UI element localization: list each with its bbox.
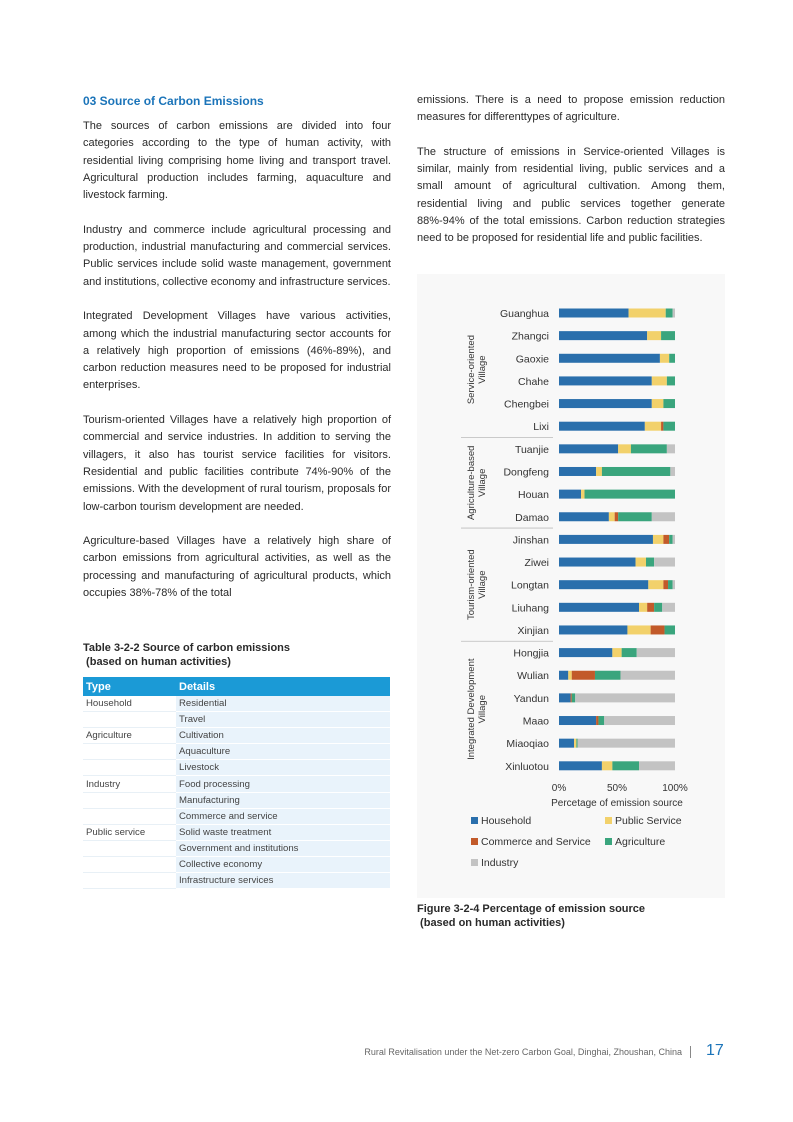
group-label [466, 549, 488, 620]
table-cell-type: Industry [83, 776, 176, 792]
bar-segment [652, 376, 667, 385]
table-cell-type [83, 760, 176, 776]
bar-segment [604, 716, 675, 725]
bar-segment [669, 535, 672, 544]
bar-segment [559, 422, 645, 431]
paragraph-agriculture-villages: Agriculture-based Villages have a relatively high share of carbon emissions from agricultural activities, as well as the processing and manufacturing of agricultural products, which occupies 38%-78% of the total [83, 535, 391, 600]
paragraph-service-villages: The structure of emissions in Service-oriented Villages is similar, mainly from residential living, public services and a small amount of agricultural cultivation. Among them, residential living and public services together generate 88%-94% of the total emissions. Carbon reduction strategies need to be proposed for residential life and public facilities. [417, 145, 725, 245]
group-label-line: Village [477, 570, 488, 599]
bar-segment [666, 309, 673, 318]
table-caption [83, 641, 391, 669]
bar-segment [612, 761, 639, 770]
group-label [466, 446, 488, 520]
village-label: Wulian [517, 670, 549, 683]
village-label: Yandun [513, 692, 549, 705]
village-label: Hongjia [513, 647, 549, 660]
table-header-row [83, 677, 390, 696]
table-row [83, 792, 390, 808]
village-label: Tuanjie [514, 443, 549, 456]
group-label-line: Service-oriented [466, 335, 477, 405]
bar-segment [581, 490, 584, 499]
bar-segment [568, 671, 571, 680]
bar-segment [602, 467, 670, 476]
paragraph-emission-categories: The sources of carbon emissions are divided into four categories according to the type of human activity, with residential living comprising home living and transport travel. Agricultural production includes farming, aquaculture and livestock farming. [83, 120, 391, 202]
table-row [83, 760, 390, 776]
bar-segment [559, 558, 636, 567]
table-row [83, 744, 390, 760]
bar-segment [559, 309, 629, 318]
right-column [417, 92, 725, 248]
emission-source-chart [417, 274, 725, 898]
group-label-line: Tourism-oriented [466, 549, 477, 621]
bar-segment [665, 625, 675, 634]
village-label: Miaoqiao [506, 738, 549, 751]
bar-segment [663, 580, 668, 589]
bar-segment [631, 444, 667, 453]
bar-segment [652, 512, 675, 521]
bar-segment [575, 693, 675, 702]
village-label: Gaoxie [515, 353, 549, 366]
bar-segment [663, 399, 675, 408]
table-cell-type [83, 808, 176, 824]
bar-segment [627, 625, 650, 634]
bar-segment [622, 648, 637, 657]
bar-segment [615, 512, 618, 521]
legend-swatch [471, 859, 478, 866]
legend-swatch [471, 838, 478, 845]
bar-segment [648, 580, 663, 589]
left-column [83, 92, 391, 602]
table-cell-type: Public service [83, 824, 176, 840]
bar-segment [639, 603, 647, 612]
bar-segment [578, 739, 675, 748]
table-cell-details: Food processing [176, 776, 390, 792]
x-axis-title: Percetage of emission source [551, 798, 683, 809]
paragraph-agriculture-continued: emissions. There is a need to propose emission reduction measures for differenttypes of agriculture. [417, 94, 725, 124]
paragraph-industry-commerce: Industry and commerce include agricultural processing and production, industrial manufacturing and commercial services. Public services include solid waste management, government and institutions, collective economy and infrastructure services. [83, 223, 391, 288]
village-label: Ziwei [524, 557, 549, 570]
table-cell-details: Livestock [176, 760, 390, 776]
table-cell-details: Infrastructure services [176, 873, 390, 889]
table-row [83, 696, 390, 712]
legend-label: Agriculture [615, 836, 666, 848]
village-label: Damao [515, 511, 549, 524]
group-label-line: Agriculture-based [466, 445, 477, 521]
x-tick-label: 100% [662, 783, 688, 794]
bar-segment [559, 490, 581, 499]
bar-segment [595, 671, 621, 680]
bar-segment [667, 444, 675, 453]
table-cell-details: Commerce and service [176, 808, 390, 824]
bar-segment [636, 558, 646, 567]
bar-segment [596, 716, 598, 725]
bar-segment [654, 558, 675, 567]
bar-segment [667, 376, 675, 385]
bar-segment [663, 535, 669, 544]
village-label: Liuhang [511, 602, 549, 615]
village-label: Longtan [511, 579, 549, 592]
table-cell-type [83, 712, 176, 728]
group-label-line: Village [477, 468, 488, 497]
group-label-line: Village [477, 355, 488, 384]
footer-text: Rural Revitalisation under the Net-zero Carbon Goal, Dinghai, Zhoushan, China [364, 1047, 682, 1057]
bar-segment [559, 648, 612, 657]
legend-swatch [471, 817, 478, 824]
bar-segment [559, 331, 647, 340]
bar-segment [559, 693, 571, 702]
bar-segment [559, 603, 639, 612]
table-cell-type [83, 873, 176, 889]
bar-segment [669, 354, 675, 363]
table-cell-details: Manufacturing [176, 792, 390, 808]
bar-segment [668, 580, 673, 589]
table-cell-type [83, 840, 176, 856]
table-row [83, 873, 390, 889]
table-row [83, 712, 390, 728]
x-tick-label: 50% [606, 783, 628, 794]
table-cell-type [83, 856, 176, 872]
bar-segment [559, 739, 574, 748]
bar-segment [572, 693, 575, 702]
legend-swatch [605, 817, 612, 824]
table-cell-details: Aquaculture [176, 744, 390, 760]
table-cell-type: Household [83, 696, 176, 712]
bar-segment [654, 603, 662, 612]
bar-segment [609, 512, 615, 521]
table-cell-type: Agriculture [83, 728, 176, 744]
village-label: Chengbei [504, 398, 549, 411]
village-label: Lixi [533, 421, 549, 434]
bar-segment [661, 331, 675, 340]
paragraph-tourism-villages: Tourism-oriented Villages have a relatively high proportion of commercial and service industries. In addition to serving the villagers, it also has tourist service facilities for visitors. Residential and public facilities contribute 74%-90% of the emissions. With the development of rural tourism, proposals for low-carbon tourism development are needed. [83, 414, 391, 513]
table-cell-type [83, 744, 176, 760]
bar-segment [673, 309, 675, 318]
figure-caption [417, 902, 725, 930]
group-label [466, 658, 488, 760]
bar-segment [559, 354, 660, 363]
bar-segment [559, 716, 596, 725]
bar-segment [663, 422, 675, 431]
village-label: Xinjian [517, 624, 549, 637]
section-heading: 03 Source of Carbon Emissions [83, 94, 264, 108]
table-cell-details: Collective economy [176, 856, 390, 872]
table-header-type: Type [83, 677, 176, 696]
table-row [83, 824, 390, 840]
village-label: Jinshan [512, 534, 549, 547]
bar-segment [559, 512, 609, 521]
bar-segment [598, 716, 604, 725]
bar-segment [637, 648, 675, 657]
bar-segment [574, 739, 576, 748]
table-cell-details: Cultivation [176, 728, 390, 744]
table-row [83, 840, 390, 856]
bar-segment [559, 399, 652, 408]
chart-panel [417, 274, 725, 898]
bar-segment [559, 580, 648, 589]
bar-segment [652, 399, 664, 408]
legend-label: Industry [481, 857, 519, 869]
table-cell-type [83, 792, 176, 808]
table-row [83, 728, 390, 744]
table-row [83, 856, 390, 872]
table-cell-details: Solid waste treatment [176, 824, 390, 840]
bar-segment [620, 671, 675, 680]
footer-divider [690, 1046, 691, 1058]
bar-segment [651, 625, 665, 634]
table-row [83, 776, 390, 792]
table-caption-line-1: Table 3-2-2 Source of carbon emissions [83, 642, 291, 654]
bar-segment [559, 467, 596, 476]
bar-segment [646, 558, 654, 567]
bar-segment [585, 490, 675, 499]
village-label: Chahe [518, 375, 549, 388]
legend-label: Commerce and Service [481, 836, 591, 848]
bar-segment [647, 603, 654, 612]
group-label-line: Village [477, 695, 488, 724]
table-caption-line-2: (based on human activities) [83, 656, 231, 668]
bar-segment [639, 761, 675, 770]
figure-caption-line-1: Figure 3-2-4 Percentage of emission source [417, 903, 646, 915]
village-label: Maao [522, 715, 549, 728]
page-number: 17 [706, 1042, 724, 1059]
bar-segment [629, 309, 666, 318]
bar-segment [559, 625, 627, 634]
bar-segment [662, 603, 675, 612]
legend-label: Household [481, 815, 532, 827]
village-label: Xinluotou [505, 760, 549, 773]
bar-segment [612, 648, 621, 657]
bar-segment [576, 739, 577, 748]
bar-segment [653, 535, 663, 544]
legend-label: Public Service [615, 815, 682, 827]
legend-swatch [605, 838, 612, 845]
bar-segment [596, 467, 602, 476]
village-label: Guanghua [499, 308, 549, 320]
bar-segment [618, 444, 631, 453]
bar-segment [647, 331, 661, 340]
village-label: Zhangci [511, 330, 549, 343]
bar-segment [559, 376, 652, 385]
group-label-line: Integrated Development [466, 658, 477, 760]
bar-segment [559, 444, 618, 453]
bar-segment [559, 535, 653, 544]
bar-segment [602, 761, 612, 770]
bar-segment [645, 422, 661, 431]
bar-segment [660, 354, 669, 363]
village-label: Houan [518, 489, 549, 502]
figure-caption-line-2: (based on human activities) [417, 917, 565, 929]
bar-segment [661, 422, 663, 431]
bar-segment [572, 671, 595, 680]
bar-segment [618, 512, 652, 521]
bar-segment [559, 761, 602, 770]
table-row [83, 808, 390, 824]
table-cell-details: Travel [176, 712, 390, 728]
paragraph-integrated-villages: Integrated Development Villages have various activities, among which the industrial manufacturing sector accounts for a relatively high proportion of emissions (46%-89%), and carbon reduction measures need to be proposed for industrial enterprises. [83, 310, 391, 392]
bar-segment [673, 580, 675, 589]
table-cell-details: Government and institutions [176, 840, 390, 856]
table-cell-details: Residential [176, 696, 390, 712]
table-header-details: Details [176, 677, 390, 696]
bar-segment [670, 467, 675, 476]
emission-source-table [83, 677, 390, 889]
bar-segment [559, 671, 568, 680]
bar-segment [571, 693, 572, 702]
bar-segment [673, 535, 675, 544]
group-label [466, 335, 488, 404]
village-label: Dongfeng [503, 466, 549, 479]
x-tick-label: 0% [551, 783, 567, 794]
